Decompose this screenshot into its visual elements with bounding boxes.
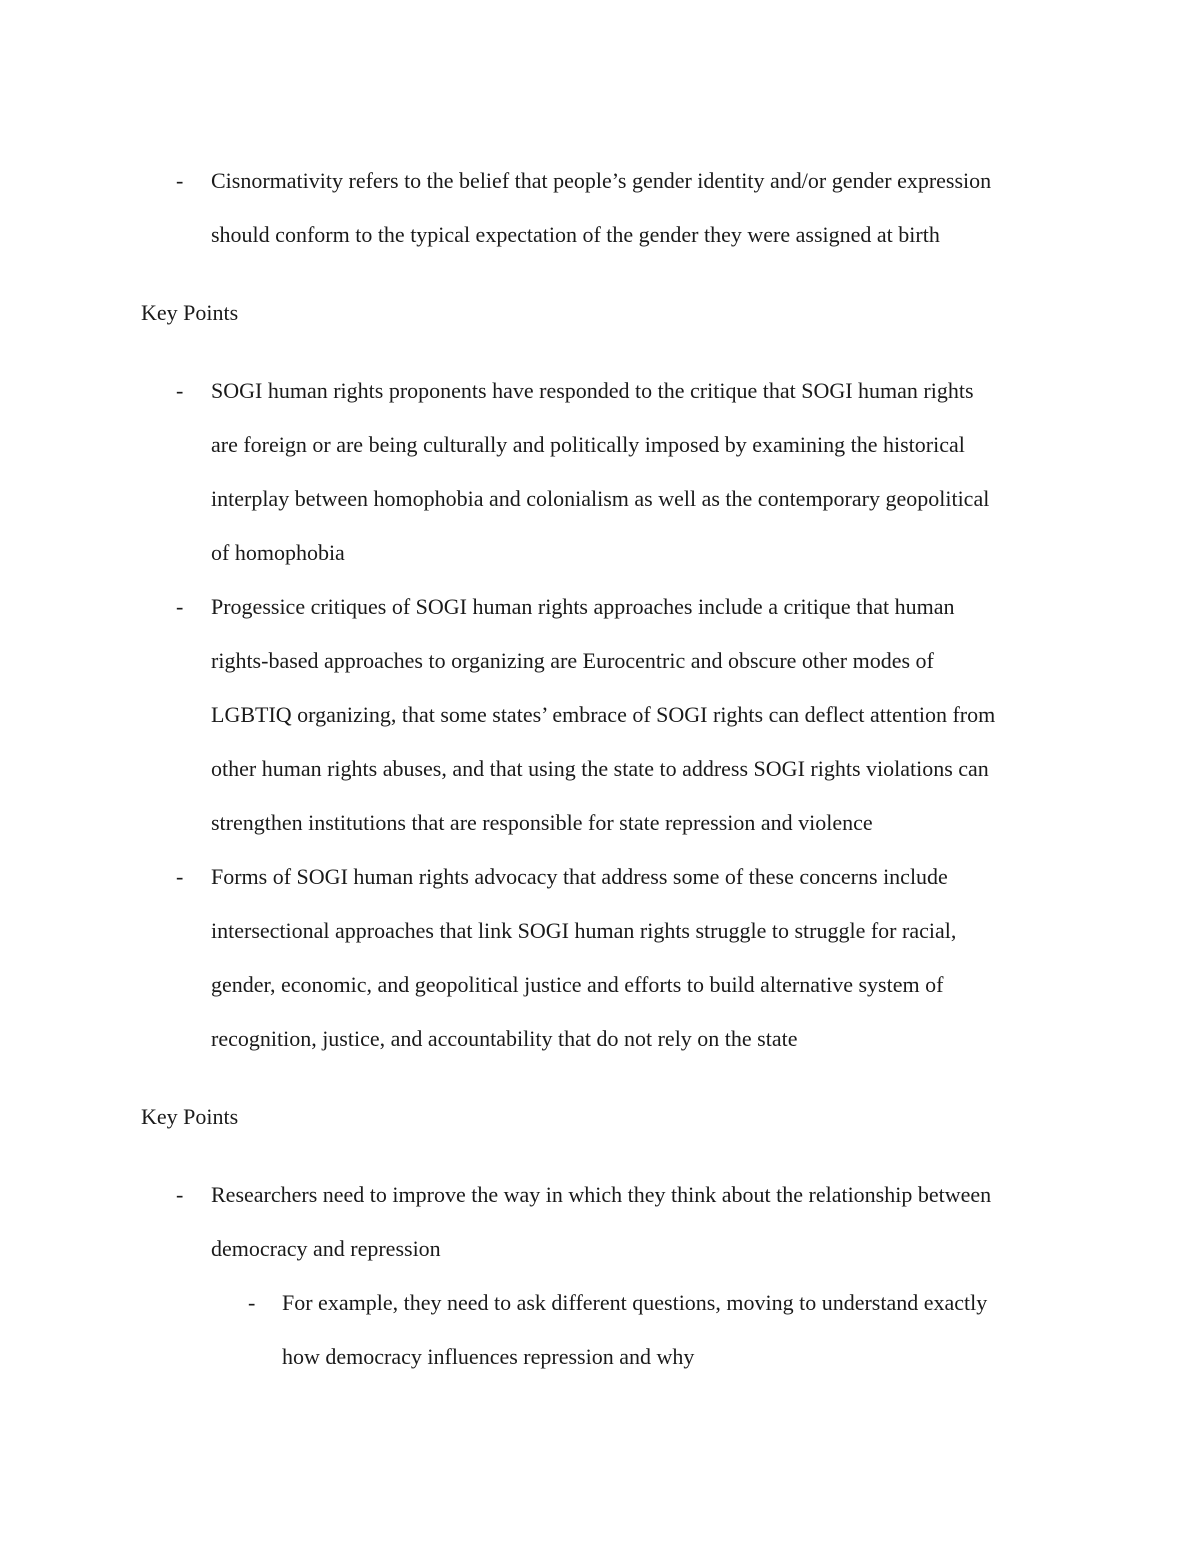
bullet-marker: - [176, 864, 184, 889]
bullet-text-line: Cisnormativity refers to the belief that people’s gender identity and/or gender expression [211, 168, 992, 193]
subbullet-text-line: how democracy influences repression and why [282, 1344, 695, 1369]
bullet-text-line: rights-based approaches to organizing are Eurocentric and obscure other modes of [211, 648, 934, 673]
bullet-text-line: of homophobia [211, 540, 345, 565]
bullet-text-line: intersectional approaches that link SOGI human rights struggle to struggle for racial, [211, 918, 957, 943]
bullet-text-line: LGBTIQ organizing, that some states’ embrace of SOGI rights can deflect attention from [211, 702, 996, 727]
subbullet-text-line: For example, they need to ask different questions, moving to understand exactly [282, 1290, 988, 1315]
bullet-text-line: strengthen institutions that are responsible for state repression and violence [211, 810, 873, 835]
bullet-text-line: Progessice critiques of SOGI human rights approaches include a critique that human [211, 594, 955, 619]
bullet-marker: - [176, 378, 184, 403]
bullet-text-line: SOGI human rights proponents have responded to the critique that SOGI human rights [211, 378, 974, 403]
bullet-text-line: Researchers need to improve the way in which they think about the relationship between [211, 1182, 992, 1207]
section-heading: Key Points [141, 1104, 239, 1129]
bullet-text-line: recognition, justice, and accountability that do not rely on the state [211, 1026, 798, 1051]
bullet-text-line: Forms of SOGI human rights advocacy that address some of these concerns include [211, 864, 948, 889]
bullet-text-line: democracy and repression [211, 1236, 441, 1261]
section-heading: Key Points [141, 300, 239, 325]
bullet-marker: - [176, 168, 184, 193]
subbullet-marker: - [248, 1290, 256, 1315]
bullet-text-line: are foreign or are being culturally and politically imposed by examining the historical [211, 432, 965, 457]
bullet-text-line: should conform to the typical expectation of the gender they were assigned at birth [211, 222, 940, 247]
bullet-marker: - [176, 1182, 184, 1207]
bullet-text-line: interplay between homophobia and colonialism as well as the contemporary geopolitical [211, 486, 990, 511]
bullet-text-line: other human rights abuses, and that using the state to address SOGI rights violations can [211, 756, 989, 781]
bullet-text-line: gender, economic, and geopolitical justice and efforts to build alternative system of [211, 972, 944, 997]
bullet-marker: - [176, 594, 184, 619]
